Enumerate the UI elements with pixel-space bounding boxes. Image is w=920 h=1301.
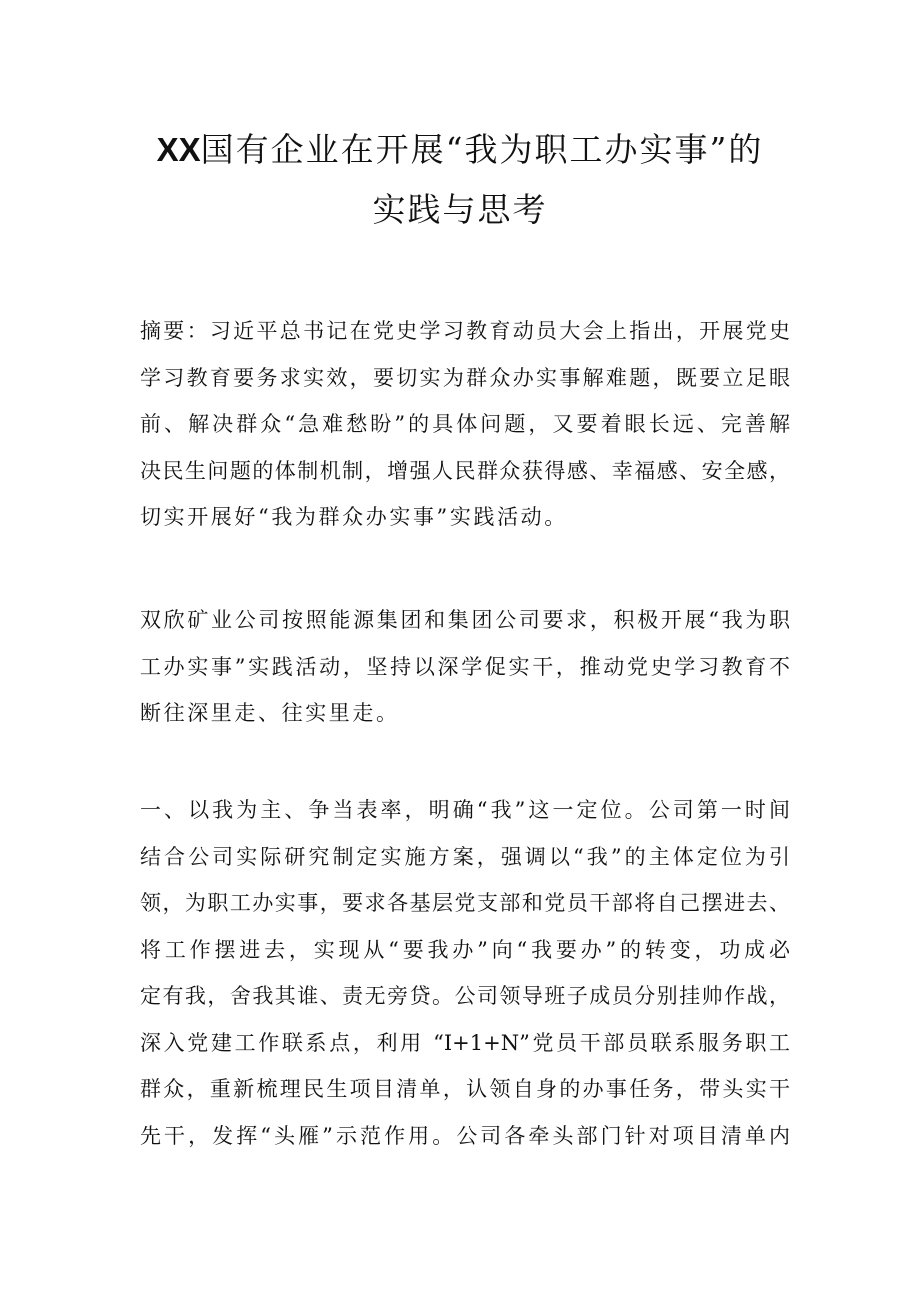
title-text: 国有企业在开展“我为职工办实事”的 [200, 130, 764, 169]
paragraph-line: 结合公司实际研究制定实施方案，强调以“我”的主体定位为引 [140, 844, 790, 869]
paragraph-line: 断往深里走、往实里走。 [140, 701, 400, 725]
paragraph-line: 领，为职工办实事，要求各基层党支部和党员干部将自己摆进去、 [140, 891, 790, 915]
title-prefix: XX [156, 131, 201, 168]
paragraph-line: 摘要：习近平总书记在党史学习教育动员大会上指出，开展党史 [140, 319, 790, 343]
paragraph-line: 双欣矿业公司按照能源集团和集团公司要求，积极开展“我为职 [140, 608, 790, 632]
paragraph-line: 决民生问题的体制机制，增强人民群众获得感、幸福感、安全感， [140, 458, 790, 483]
section-one-paragraph [140, 787, 790, 1159]
paragraph-line: 深入党建工作联系点，利用 “I+1+N”党员干部员联系服务职工 [140, 1030, 790, 1055]
intro-paragraph [140, 597, 790, 737]
paragraph-line: 先干，发挥“头雁”示范作用。公司各牵头部门针对项目清单内 [140, 1123, 790, 1148]
paragraph-line: 学习教育要务求实效，要切实为群众办实事解难题，既要立足眼 [140, 365, 790, 390]
paragraph-line: 切实开展好“我为群众办实事”实践活动。 [140, 505, 568, 529]
paragraph-line: 前、解决群众“急难愁盼”的具体问题，又要着眼长远、完善解 [140, 412, 790, 436]
paragraph-line: 将工作摆进去，实现从“要我办”向“我要办”的转变，功成必 [140, 937, 790, 962]
paragraph-line: 工办实事”实践活动，坚持以深学促实干，推动党史学习教育不 [140, 654, 790, 679]
abstract-paragraph [140, 308, 790, 541]
paragraph-line: 定有我，舍我其谁、责无旁贷。公司领导班子成员分别挂帅作战， [140, 984, 790, 1008]
document-title-line-2: 实践与思考 [372, 190, 548, 229]
paragraph-line: 一、以我为主、争当表率，明确“我”这一定位。公司第一时间 [140, 798, 790, 822]
document-title-line-1 [70, 130, 850, 170]
paragraph-line: 群众，重新梳理民生项目清单，认领自身的办事任务，带头实干 [140, 1077, 790, 1101]
